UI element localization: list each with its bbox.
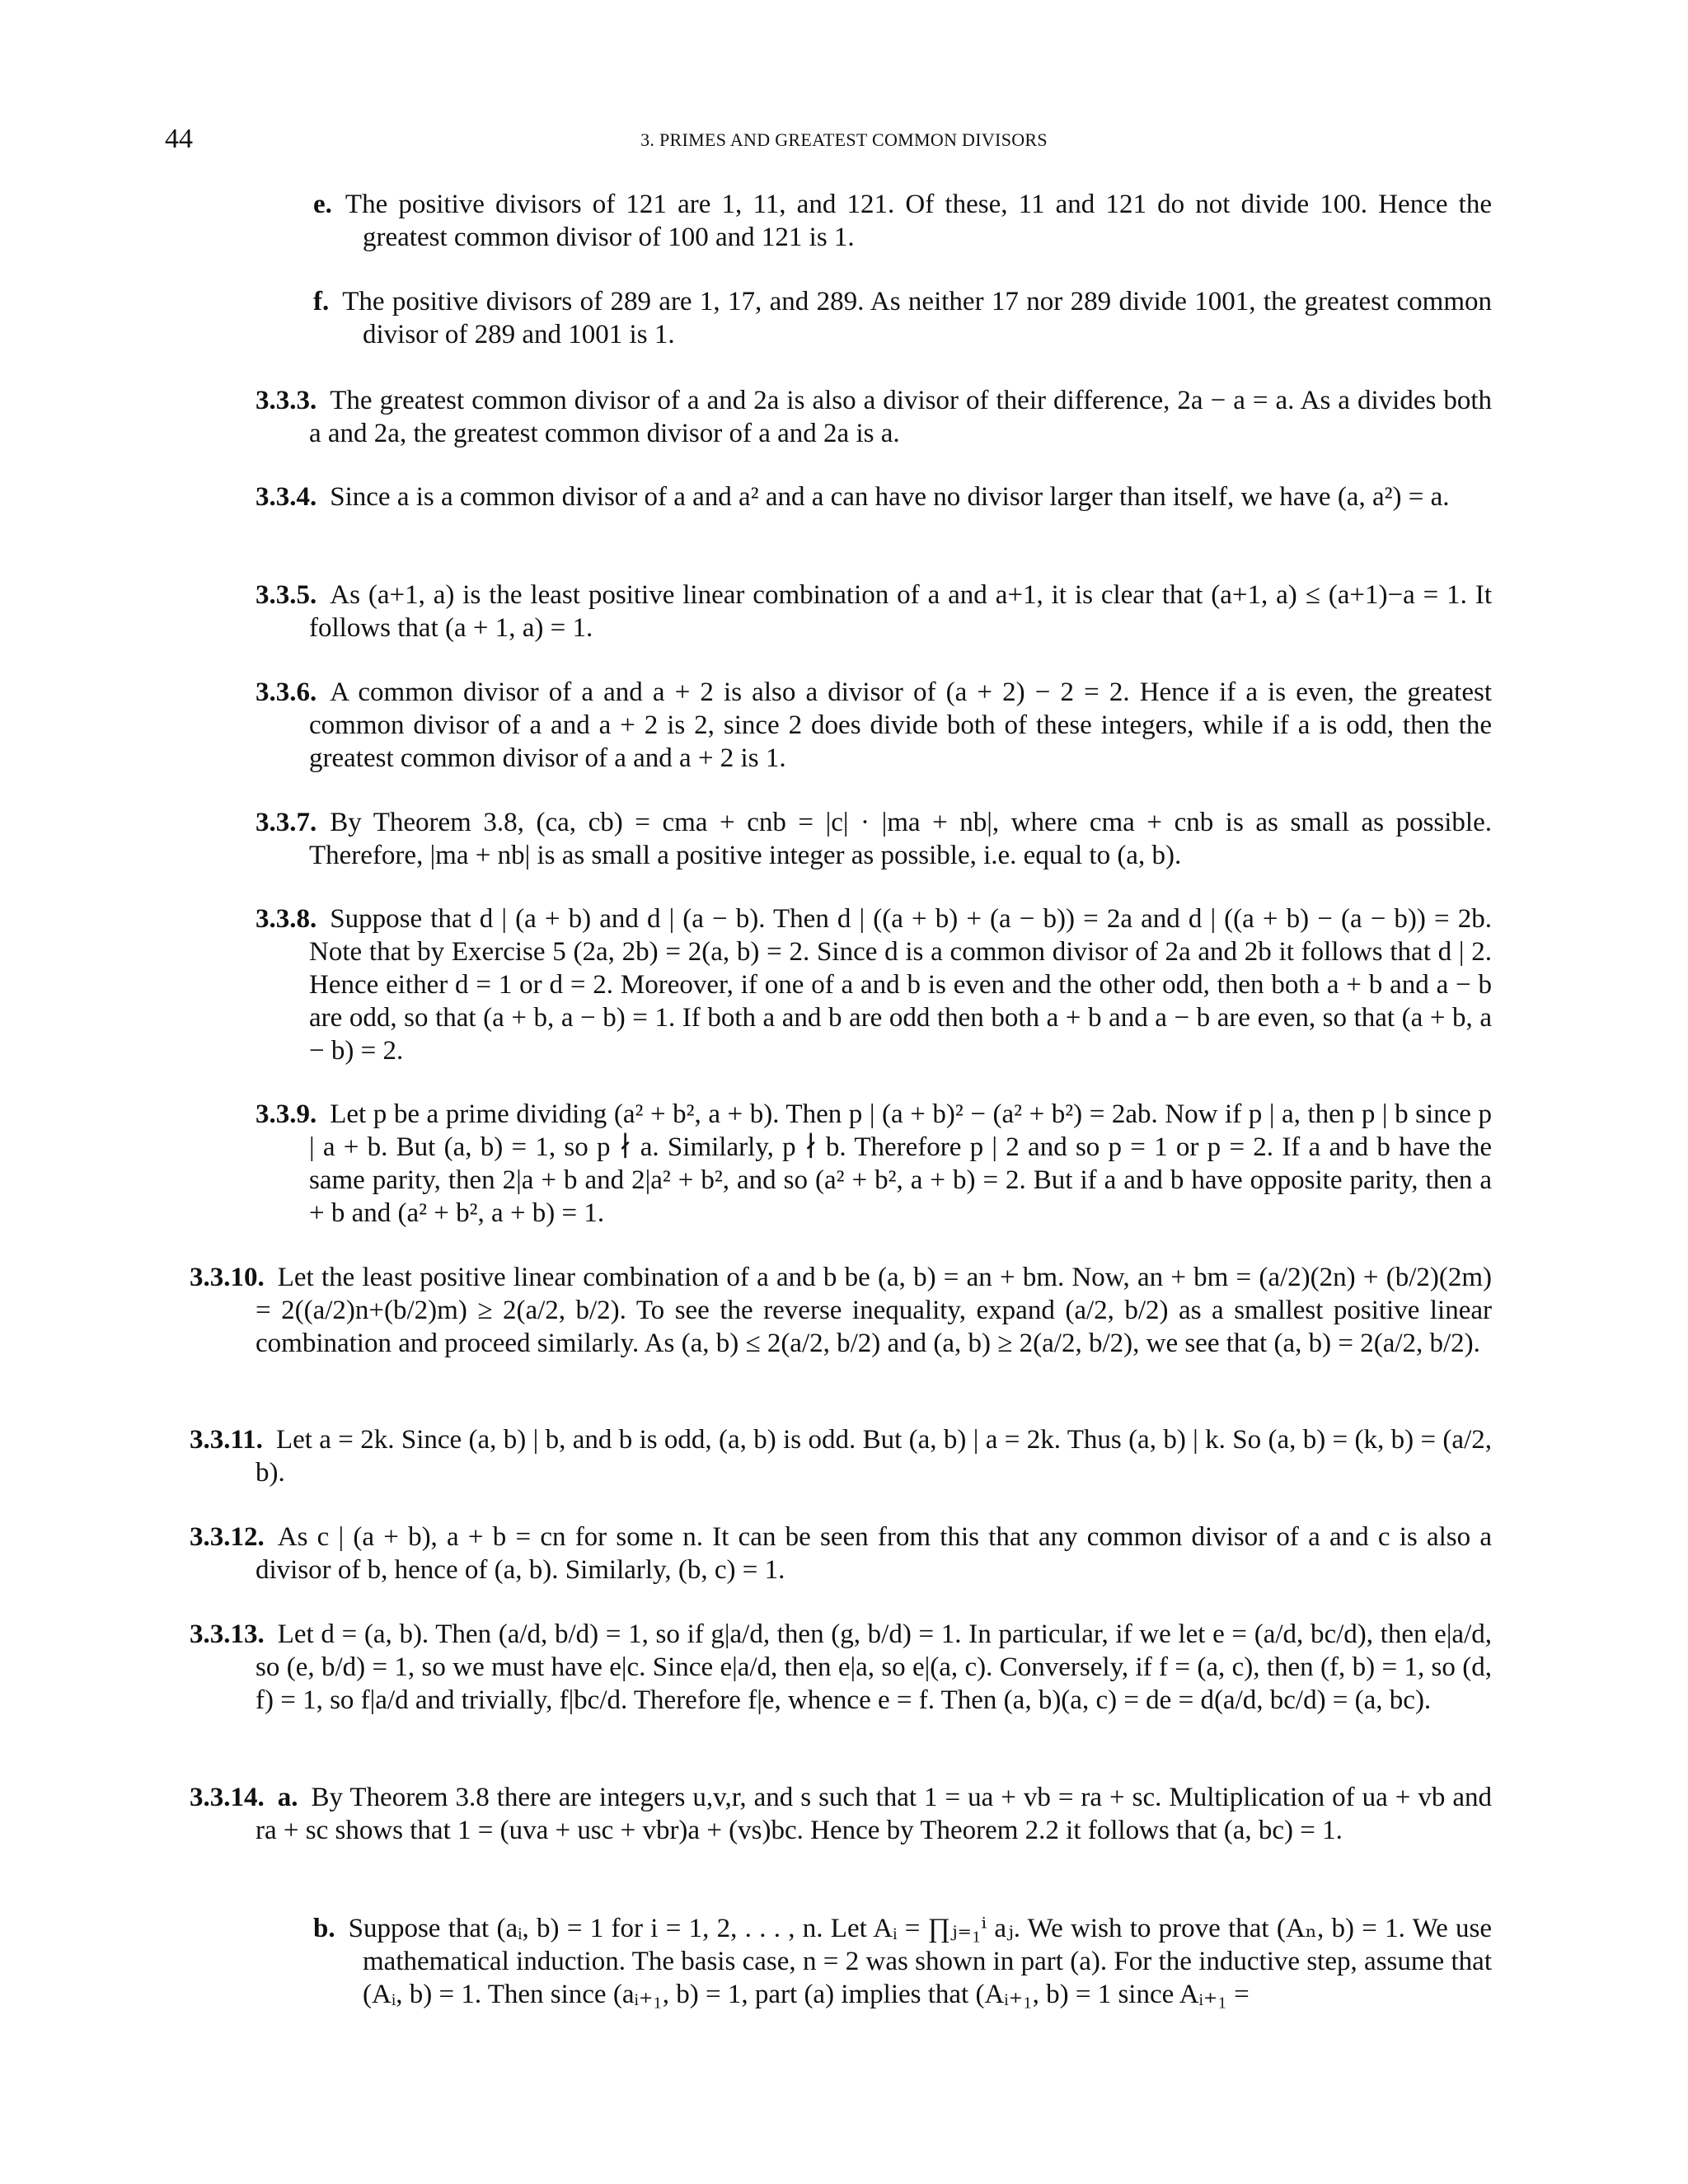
exercise-text: As (a+1, a) is the least positive linear combination of a and a+1, it is clear that (a+1, a) ≤ (a+1)−a = 1. It follows that (a + 1, a) = 1.	[309, 580, 1492, 643]
exercise-3-3-13	[190, 1618, 1492, 1717]
running-head: 3. PRIMES AND GREATEST COMMON DIVISORS	[640, 129, 1048, 150]
exercise-3-3-4	[256, 480, 1492, 513]
exercise-text: By Theorem 3.8, (ca, cb) = cma + cnb = |c| · |ma + nb|, where cma + cnb is as small as possible. Therefore, |ma + nb| is as small a positive integer as possible, i.e. equal to (a, b).	[309, 808, 1492, 870]
exercise-text: Since a is a common divisor of a and a² and a can have no divisor larger than itself, we have (a, a²) = a.	[330, 482, 1450, 512]
exercise-3-3-8	[256, 902, 1492, 1067]
exercise-number: 3.3.3.	[256, 386, 317, 415]
page-number: 44	[165, 124, 193, 154]
exercise-text: Let d = (a, b). Then (a/d, b/d) = 1, so if g|a/d, then (g, b/d) = 1. In particular, if we let e = (a/d, bc/d), then e|a/d, so (e, b/d) = 1, so we must have e|c. Since e|a/d, then e|a, so e|(a, c). Conversely, if f = (a, c), then (f, b) = 1, so (d, f) = 1, so f|a/d and trivially, f|bc/d. Therefore f|e, whence e = f. Then (a, b)(a, c) = de = d(a/d, bc/d) = (a, bc).	[256, 1619, 1492, 1715]
item-label: e.	[313, 190, 332, 219]
exercise-number: 3.3.9.	[256, 1099, 317, 1129]
exercise-number: 3.3.5.	[256, 580, 317, 610]
item-text: Suppose that (aᵢ, b) = 1 for i = 1, 2, . . . , n. Let Aᵢ = ∏ⱼ₌₁ⁱ aⱼ. We wish to prove that (Aₙ, b) = 1. We use mathematical induction. The basis case, n = 2 was shown in part (a). For the inductive step, assume that (Aᵢ, b) = 1. Then since (aᵢ₊₁, b) = 1, part (a) implies that (Aᵢ₊₁, b) = 1 since Aᵢ₊₁ =	[348, 1914, 1492, 2009]
exercise-text: Suppose that d | (a + b) and d | (a − b). Then d | ((a + b) + (a − b)) = 2a and d | ((a + b) − (a − b)) = 2b. Note that by Exercise 5 (2a, 2b) = 2(a, b) = 2. Since d is a common divisor of 2a and 2b it follows that d | 2. Hence either d = 1 or d = 2. Moreover, if one of a and b is even and the other odd, then both a + b and a − b are odd, so that (a + b, a − b) = 1. If both a and b are odd then both a + b and a − b are even, so that (a + b, a − b) = 2.	[309, 904, 1492, 1066]
exercise-text: Let p be a prime dividing (a² + b², a + b). Then p | (a + b)² − (a² + b²) = 2ab. Now if p | a, then p | b since p | a + b. But (a, b) = 1, so p ∤ a. Similarly, p ∤ b. Therefore p | 2 and so p = 1 or p = 2. If a and b have the same parity, then 2|a + b and 2|a² + b², and so (a² + b², a + b) = 2. But if a and b have opposite parity, then a + b and (a² + b², a + b) = 1.	[309, 1099, 1492, 1228]
item-e	[313, 188, 1492, 254]
exercise-3-3-3	[256, 384, 1492, 450]
exercise-number: 3.3.8.	[256, 904, 317, 934]
item-f	[313, 285, 1492, 351]
exercise-text: The greatest common divisor of a and 2a is also a divisor of their difference, 2a − a = a. As a divides both a and 2a, the greatest common divisor of a and 2a is a.	[309, 386, 1492, 448]
exercise-number: 3.3.6.	[256, 677, 317, 707]
item-label: b.	[313, 1914, 335, 1943]
exercise-3-3-9	[256, 1098, 1492, 1230]
exercise-text: By Theorem 3.8 there are integers u,v,r, and s such that 1 = ua + vb = ra + sc. Multiplication of ua + vb and ra + sc shows that 1 = (uva + usc + vbr)a + (vs)bc. Hence by Theorem 2.2 it follows that (a, bc) = 1.	[256, 1783, 1492, 1845]
exercise-number: 3.3.12.	[190, 1522, 265, 1552]
item-label: a.	[277, 1783, 298, 1812]
exercise-number: 3.3.10.	[190, 1263, 265, 1292]
exercise-text: Let a = 2k. Since (a, b) | b, and b is odd, (a, b) is odd. But (a, b) | a = 2k. Thus (a, b) | k. So (a, b) = (k, b) = (a/2, b).	[256, 1425, 1492, 1488]
exercise-number: 3.3.11.	[190, 1425, 263, 1455]
exercise-number: 3.3.14.	[190, 1783, 265, 1812]
exercise-3-3-12	[190, 1521, 1492, 1586]
exercise-text: Let the least positive linear combination of a and b be (a, b) = an + bm. Now, an + bm = (a/2)(2n) + (b/2)(2m) = 2((a/2)n+(b/2)m) ≥ 2(a/2, b/2). To see the reverse inequality, expand (a/2, b/2) as a smallest positive linear combination and proceed similarly. As (a, b) ≤ 2(a/2, b/2) and (a, b) ≥ 2(a/2, b/2), we see that (a, b) = 2(a/2, b/2).	[256, 1263, 1492, 1358]
item-3-3-14b	[313, 1912, 1492, 2011]
exercise-3-3-5	[256, 579, 1492, 644]
exercise-3-3-11	[190, 1423, 1492, 1489]
exercise-3-3-14a	[190, 1781, 1492, 1847]
exercise-text: As c | (a + b), a + b = cn for some n. It can be seen from this that any common divisor of a and c is also a divisor of b, hence of (a, b). Similarly, (b, c) = 1.	[256, 1522, 1492, 1585]
exercise-3-3-10	[190, 1261, 1492, 1360]
exercise-number: 3.3.4.	[256, 482, 317, 512]
item-text: The positive divisors of 121 are 1, 11, and 121. Of these, 11 and 121 do not divide 100. Hence the greatest common divisor of 100 and 121 is 1.	[345, 190, 1492, 252]
exercise-3-3-7	[256, 806, 1492, 872]
item-label: f.	[313, 287, 330, 316]
exercise-number: 3.3.7.	[256, 808, 317, 837]
exercise-number: 3.3.13.	[190, 1619, 265, 1649]
exercise-text: A common divisor of a and a + 2 is also a divisor of (a + 2) − 2 = 2. Hence if a is even, the greatest common divisor of a and a + 2 is 2, since 2 does divide both of these integers, while if a is odd, then the greatest common divisor of a and a + 2 is 1.	[309, 677, 1492, 773]
item-text: The positive divisors of 289 are 1, 17, and 289. As neither 17 nor 289 divide 1001, the greatest common divisor of 289 and 1001 is 1.	[342, 287, 1492, 349]
exercise-3-3-6	[256, 676, 1492, 775]
